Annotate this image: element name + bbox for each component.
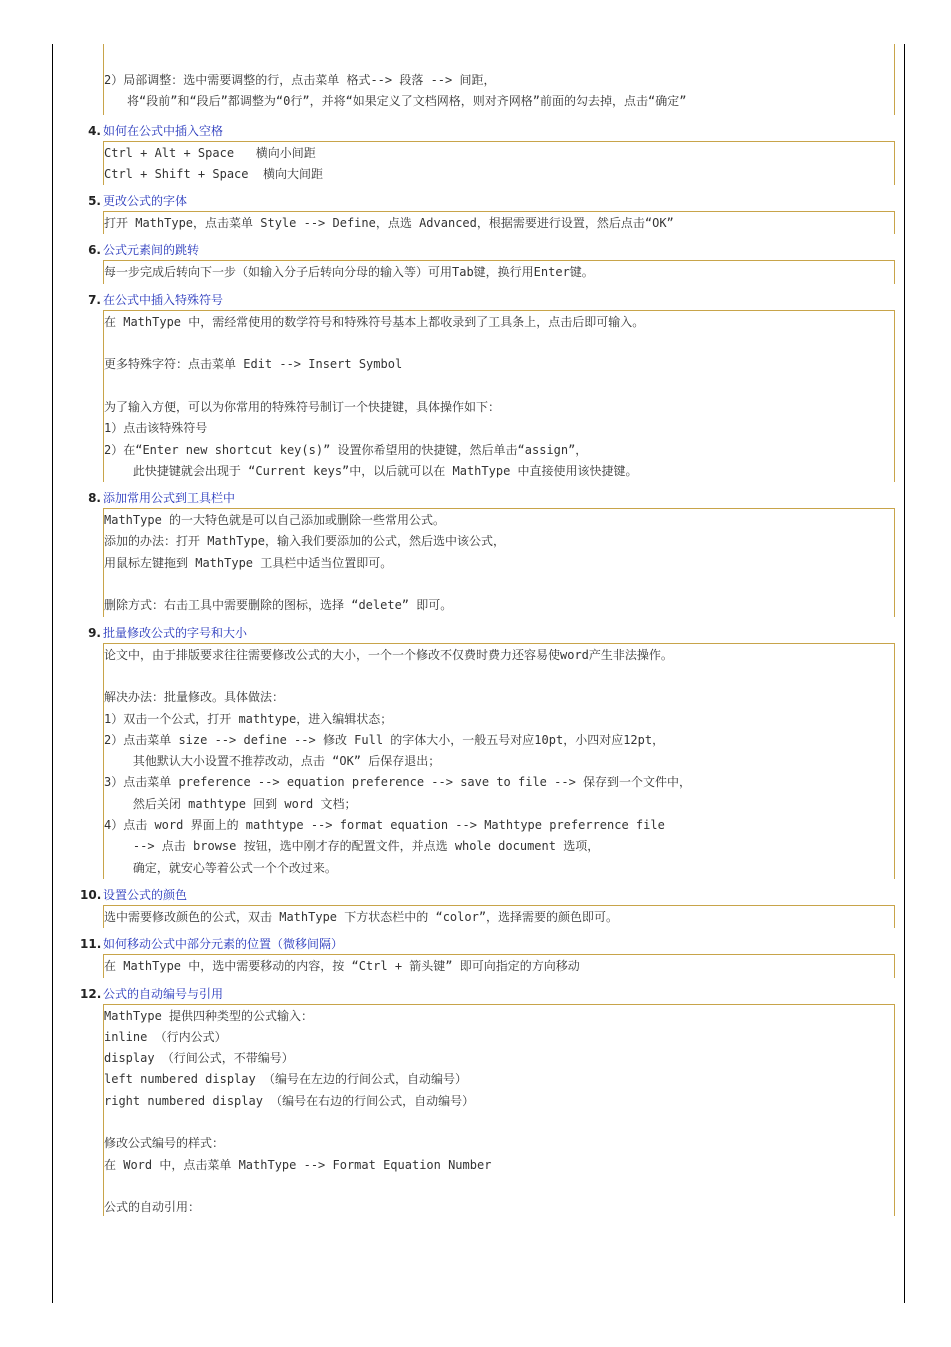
section-12 bbox=[80, 984, 895, 1216]
section-number: 4. bbox=[88, 123, 101, 138]
section-number: 10. bbox=[80, 887, 102, 902]
section-content bbox=[103, 1004, 895, 1216]
text-line: left numbered display （编号在左边的行间公式，自动编号） bbox=[104, 1072, 467, 1087]
section-title-text[interactable]: 更改公式的字体 bbox=[103, 194, 188, 209]
text-line: 将“段前”和“段后”都调整为“0行”，并将“如果定义了文档网格，则对齐网格”前面的勾去掉，点击“确定” bbox=[127, 94, 687, 109]
text-line: 3）点击菜单 preference --> equation preference --> save to file --> 保存到一个文件中， bbox=[104, 775, 692, 790]
text-line: 此快捷键就会出现于 “Current keys”中，以后就可以在 MathType 中直接使用该快捷键。 bbox=[104, 463, 638, 478]
section-title-text[interactable]: 添加常用公式到工具栏中 bbox=[103, 491, 236, 506]
blank-line bbox=[104, 666, 894, 687]
section-title bbox=[80, 121, 895, 141]
text-line: 修改公式编号的样式： bbox=[104, 1136, 225, 1151]
section-title bbox=[80, 984, 895, 1004]
blank-line bbox=[104, 1112, 894, 1133]
section-content bbox=[103, 643, 895, 879]
section-title bbox=[80, 290, 895, 310]
text-line: 选中需要修改颜色的公式，双击 MathType 下方状态栏中的 “color”，选择需要的颜色即可。 bbox=[104, 909, 619, 924]
text-line: 删除方式：右击工具中需要删除的图标，选择 “delete” 即可。 bbox=[104, 598, 453, 613]
text-line: 然后关闭 mathtype 回到 word 文档； bbox=[104, 796, 357, 811]
section-content bbox=[103, 954, 895, 977]
text-line: 更多特殊字符：点击菜单 Edit --> Insert Symbol bbox=[104, 357, 403, 372]
section-11 bbox=[80, 934, 895, 977]
text-line: 2）局部调整：选中需要调整的行，点击菜单 格式--> 段落 --> 间距， bbox=[104, 73, 496, 87]
section-content bbox=[103, 905, 895, 928]
text-line: 用鼠标左键拖到 MathType 工具栏中适当位置即可。 bbox=[104, 555, 393, 570]
section-title-text[interactable]: 公式元素间的跳转 bbox=[103, 243, 200, 258]
section-title bbox=[80, 885, 895, 905]
text-line: 在 MathType 中，需经常使用的数学符号和特殊符号基本上都收录到了工具条上，点击后即可输入。 bbox=[104, 314, 645, 329]
section-content bbox=[103, 141, 895, 186]
blank-line bbox=[104, 574, 894, 595]
section-title bbox=[80, 934, 895, 954]
text-line: 2）点击菜单 size --> define --> 修改 Full 的字体大小，一般五号对应10pt，小四对应12pt， bbox=[104, 732, 665, 747]
text-line: Ctrl + Shift + Space 横向大间距 bbox=[104, 166, 323, 181]
text-line: --> 点击 browse 按钮，选中刚才存的配置文件，并点选 whole document 选项， bbox=[104, 839, 600, 854]
text-line: 确定，就安心等着公式一个个改过来。 bbox=[104, 860, 337, 875]
section-title bbox=[80, 240, 895, 260]
text-line: MathType 提供四种类型的公式输入： bbox=[104, 1008, 314, 1023]
section-9 bbox=[80, 623, 895, 879]
section-title-text[interactable]: 如何在公式中插入空格 bbox=[103, 123, 224, 138]
text-line: 解决办法：批量修改。具体做法： bbox=[104, 690, 285, 705]
text-line: 添加的办法：打开 MathType，输入我们要添加的公式，然后选中该公式， bbox=[104, 534, 506, 549]
section-content bbox=[103, 260, 895, 283]
text-line: 打开 MathType，点击菜单 Style --> Define，点选 Advanced，根据需要进行设置，然后点击“OK” bbox=[104, 216, 674, 231]
document-body bbox=[80, 44, 895, 1216]
section-number: 5. bbox=[88, 194, 101, 209]
text-line: 为了输入方便，可以为你常用的特殊符号制订一个快捷键，具体操作如下： bbox=[104, 399, 501, 414]
section-title-text[interactable]: 在公式中插入特殊符号 bbox=[103, 292, 224, 307]
section-number: 9. bbox=[88, 625, 101, 640]
section-number: 7. bbox=[88, 292, 101, 307]
section-title bbox=[80, 488, 895, 508]
text-line: 其他默认大小设置不推荐改动，点击 “OK” 后保存退出； bbox=[104, 754, 441, 769]
text-line: 4）点击 word 界面上的 mathtype --> format equation --> Mathtype preferrence file bbox=[104, 818, 665, 833]
text-line: display （行间公式，不带编号） bbox=[104, 1051, 294, 1066]
section-content bbox=[103, 508, 895, 616]
section-5 bbox=[80, 191, 895, 234]
text-line: 每一步完成后转向下一步（如输入分子后转向分母的输入等）可用Tab键，换行用Enter键。 bbox=[104, 265, 594, 280]
section-number: 8. bbox=[88, 491, 101, 506]
section-3-continuation bbox=[103, 44, 895, 115]
left-page-border bbox=[52, 44, 53, 1303]
blank-line bbox=[104, 1176, 894, 1197]
blank-line bbox=[104, 376, 894, 397]
section-title-text[interactable]: 公式的自动编号与引用 bbox=[103, 986, 224, 1001]
section-10 bbox=[80, 885, 895, 928]
section-content bbox=[103, 310, 895, 482]
section-title bbox=[80, 191, 895, 211]
section-title-text[interactable]: 批量修改公式的字号和大小 bbox=[103, 625, 248, 640]
right-page-border bbox=[904, 44, 905, 1303]
section-number: 11. bbox=[80, 937, 102, 952]
text-line: 公式的自动引用： bbox=[104, 1200, 201, 1215]
text-line: 1）双击一个公式，打开 mathtype，进入编辑状态； bbox=[104, 711, 393, 726]
section-title-text[interactable]: 如何移动公式中部分元素的位置（微移间隔） bbox=[103, 937, 344, 952]
text-line: 2）在“Enter new shortcut key(s)” 设置你希望用的快捷键，然后单击“assign”， bbox=[104, 442, 588, 457]
section-number: 6. bbox=[88, 243, 101, 258]
section-6 bbox=[80, 240, 895, 283]
text-line: inline （行内公式） bbox=[104, 1029, 227, 1044]
text-line: right numbered display （编号在右边的行间公式，自动编号） bbox=[104, 1093, 475, 1108]
section-title-text[interactable]: 设置公式的颜色 bbox=[103, 887, 188, 902]
text-line: 在 Word 中，点击菜单 MathType --> Format Equation Number bbox=[104, 1157, 492, 1172]
section-number: 12. bbox=[80, 986, 102, 1001]
section-7 bbox=[80, 290, 895, 482]
text-line: 在 MathType 中，选中需要移动的内容，按 “Ctrl + 箭头键” 即可向指定的方向移动 bbox=[104, 959, 580, 974]
text-line: MathType 的一大特色就是可以自己添加或删除一些常用公式。 bbox=[104, 513, 446, 528]
text-line: 论文中，由于排版要求往往需要修改公式的大小，一个一个修改不仅费时费力还容易使word产生非法操作。 bbox=[104, 647, 673, 662]
section-4 bbox=[80, 121, 895, 186]
section-title bbox=[80, 623, 895, 643]
text-line: Ctrl + Alt + Space 横向小间距 bbox=[104, 145, 316, 160]
section-8 bbox=[80, 488, 895, 616]
blank-line bbox=[104, 333, 894, 354]
text-line: 1）点击该特殊符号 bbox=[104, 421, 208, 436]
section-content bbox=[103, 211, 895, 234]
